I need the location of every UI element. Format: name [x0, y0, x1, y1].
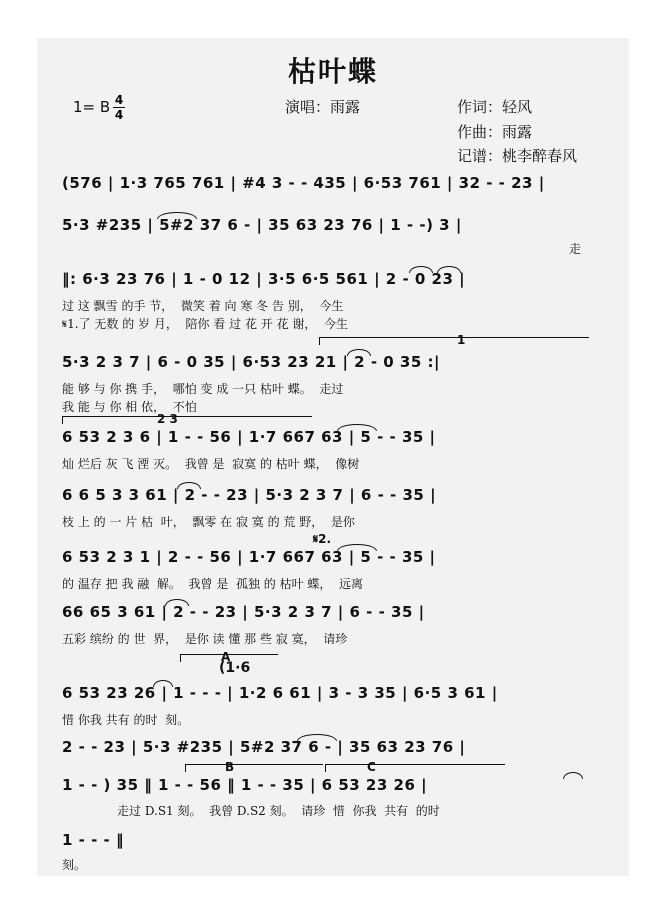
segno-2-marker: 𝄋2.: [313, 532, 332, 546]
notation-line: 6 53 2 3 6 | 1 - - 56 | 1·7 667 63 | 5 - - 35 |: [62, 428, 436, 446]
notation-line: 1 - - - ‖: [62, 831, 125, 849]
notation-line: 2 - - 23 | 5·3 #235 | 5#2 37 6 - | 35 63 23 76 |: [62, 738, 466, 756]
lyric-line-verse2: 𝄋1.了 无数 的 岁 月， 陪你 看 过 花 开 花 谢， 今生: [62, 317, 349, 331]
coda-c-label: C: [367, 760, 376, 774]
lyric-line-verse1: 过 这 飘雪 的手 节， 微笑 着 向 寒 冬 告 别， 今生: [62, 299, 344, 313]
lyric-line: 走: [569, 242, 582, 256]
transcriber-credit: 记谱：桃李醉春风: [457, 147, 578, 165]
lyric-line: 惜 你我 共有 的时 刻。: [62, 713, 190, 727]
lyric-line: 走过 D.S1 刻。 我曾 D.S2 刻。 请珍 惜 你我 共有 的时: [117, 804, 440, 818]
lyric-line: 灿 烂后 灰 飞 湮 灭。 我曾 是 寂寞 的 枯叶 蝶， 像树: [62, 457, 360, 471]
notation-line: 5·3 2 3 7 | 6 - 0 35 | 6·53 23 21 | 2 - 0 35 :|: [62, 353, 440, 371]
lyric-line: 枝 上 的 一 片 枯 叶， 飘零 在 寂 寞 的 荒 野， 是你: [62, 515, 355, 529]
ending-23-bracket: [62, 416, 312, 424]
lyric-line: 五彩 缤纷 的 世 界， 是你 读 懂 那 些 寂 寞， 请珍: [62, 632, 348, 646]
notation-line: 1 - - ) 35 ‖ 1 - - 56 ‖ 1 - - 35 | 6 53 23 26 |: [62, 776, 428, 794]
notation-line: 6 53 23 26 | 1 - - - | 1·2 6 61 | 3 - 3 35 | 6·5 3 61 |: [62, 684, 498, 702]
notation-line: ‖: 6·3 23 76 | 1 - 0 12 | 3·5 6·5 561 | 2 - 0 23 |: [62, 270, 466, 288]
coda-b-label: B: [225, 760, 235, 774]
time-signature-top: 4: [114, 93, 124, 107]
key-signature: 1= B: [73, 98, 111, 116]
time-signature: [113, 94, 125, 121]
composer-credit: 作曲：雨露: [457, 123, 533, 141]
coda-b-bracket: [185, 764, 323, 772]
ending-1-label: 1: [457, 333, 466, 347]
notation-line: 6 53 2 3 1 | 2 - - 56 | 1·7 667 63 | 5 - - 35 |: [62, 548, 436, 566]
lyricist-credit: 作词：轻风: [457, 98, 533, 116]
song-title: 枯叶蝶: [287, 55, 378, 88]
coda-a-intro: (1·6: [219, 660, 251, 676]
ending-23-label: 2 3: [157, 412, 178, 426]
lyric-line: 刻。: [62, 858, 87, 872]
coda-c-bracket: [325, 764, 505, 772]
lyric-line-verse2: 我 能 与 你 相 依， 不怕: [62, 400, 197, 414]
ending-1-bracket: [319, 337, 589, 345]
singer-credit: 演唱：雨露: [285, 98, 361, 116]
notation-line: (576 | 1·3 765 761 | #4 3 - - 435 | 6·53 761 | 32 - - 23 |: [62, 174, 545, 192]
coda-a-label: A: [221, 650, 231, 664]
tie-slur: [563, 772, 583, 779]
notation-line: 6 6 5 3 3 61 | 2 - - 23 | 5·3 2 3 7 | 6 - - 35 |: [62, 486, 437, 504]
lyric-line-verse1: 能 够 与 你 携 手， 哪怕 变 成 一只 枯叶 蝶。 走过: [62, 382, 344, 396]
notation-line: 66 65 3 61 | 2 - - 23 | 5·3 2 3 7 | 6 - - 35 |: [62, 603, 425, 621]
notation-line: 5·3 #235 | 5#2 37 6 - | 35 63 23 76 | 1 - -) 3 |: [62, 216, 462, 234]
time-signature-bottom: 4: [114, 108, 124, 122]
lyric-line: 的 温存 把 我 融 解。 我曾 是 孤独 的 枯叶 蝶， 远离: [62, 577, 364, 591]
sheet-music-page: [37, 38, 629, 876]
